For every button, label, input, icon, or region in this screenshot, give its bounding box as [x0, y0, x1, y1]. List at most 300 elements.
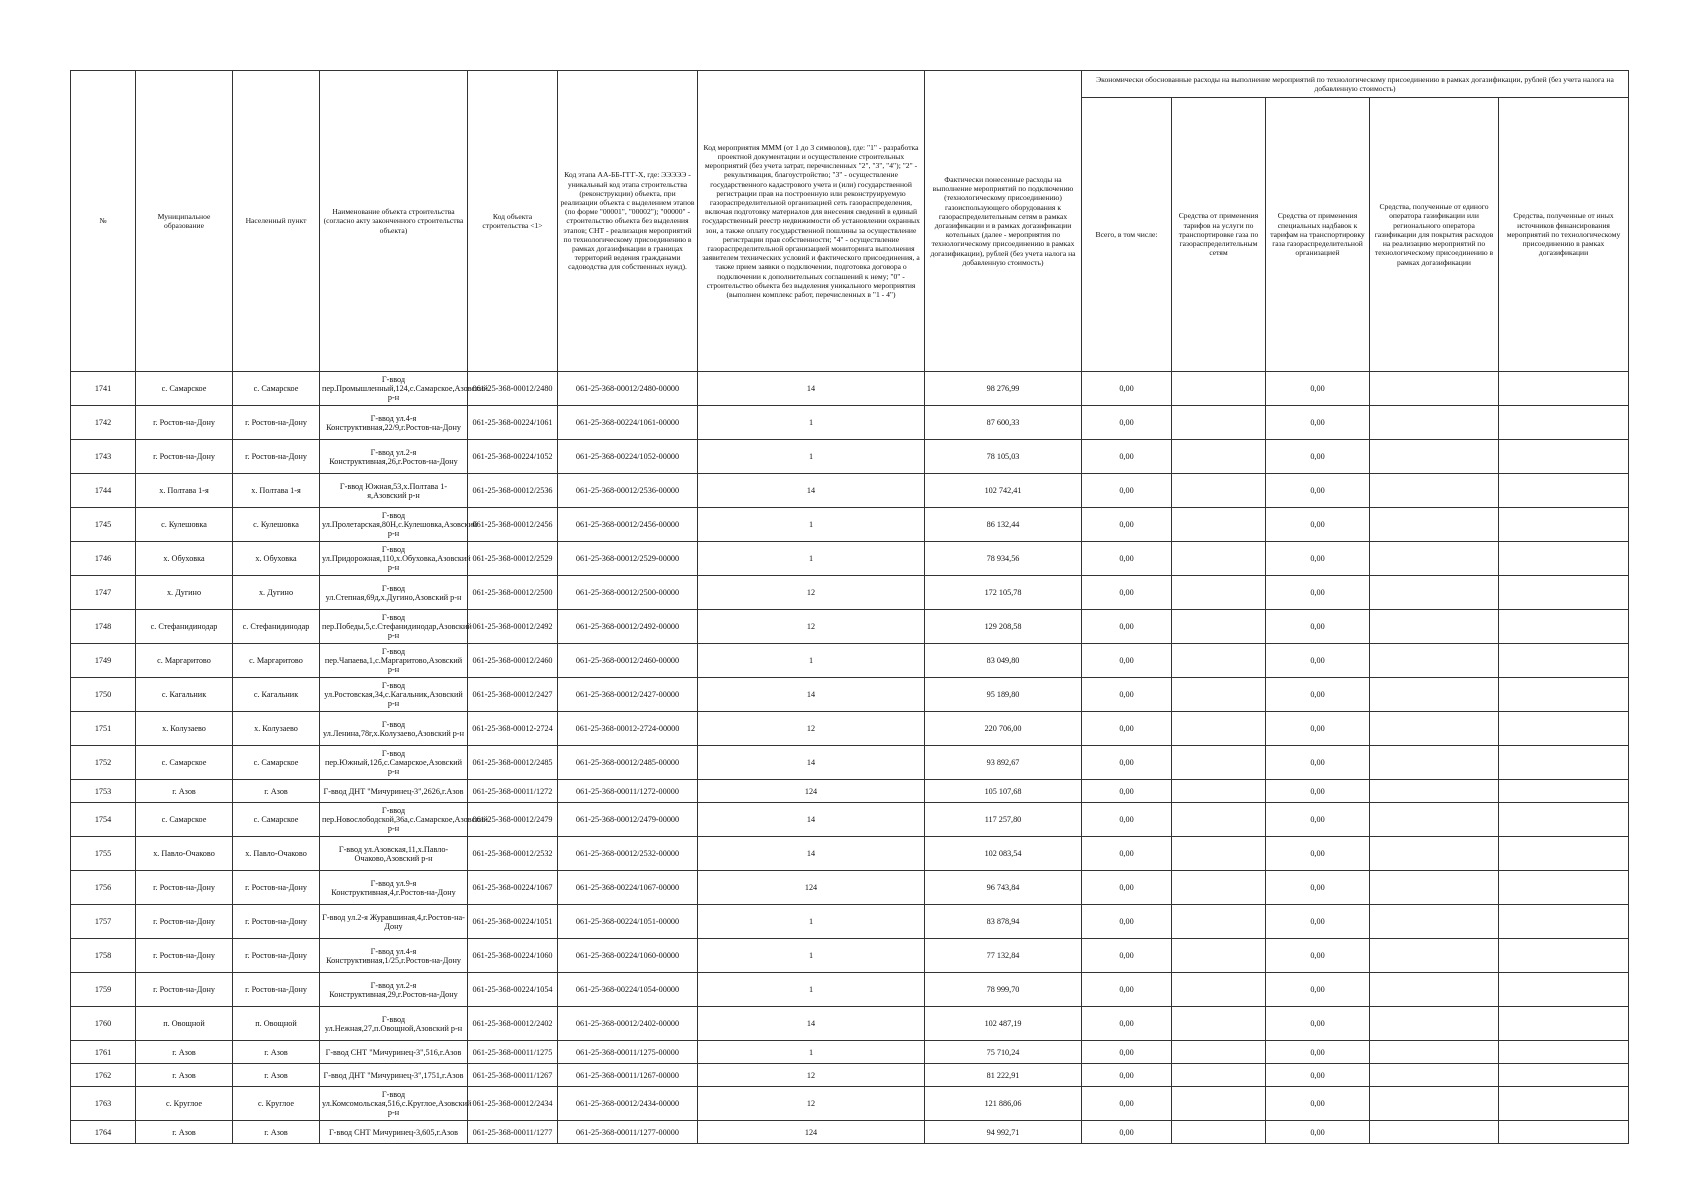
table-row: [71, 1007, 1629, 1041]
surcharge-funds-cell: 0,00: [1266, 406, 1370, 440]
operator-funds-cell: [1370, 1041, 1499, 1064]
tariff-funds-cell: [1172, 576, 1266, 610]
stage-code-cell: 061-25-368-00224/1052-00000: [558, 440, 698, 474]
event-code-cell: 1: [698, 644, 925, 678]
surcharge-funds-cell: 0,00: [1266, 905, 1370, 939]
header-municipality: Муниципальное образование: [136, 71, 233, 372]
row-num: 1757: [71, 905, 136, 939]
object-name-cell: Г-ввод пер.Победы,5,с.Стефанидинодар,Азовский р-н: [320, 610, 468, 644]
stage-code-cell: 061-25-368-00224/1060-00000: [558, 939, 698, 973]
row-num: 1758: [71, 939, 136, 973]
operator-funds-cell: [1370, 644, 1499, 678]
event-code-cell: 124: [698, 780, 925, 803]
row-num: 1754: [71, 803, 136, 837]
municipality-cell: х. Колузаево: [136, 712, 233, 746]
total-cell: 0,00: [1082, 803, 1172, 837]
surcharge-funds-cell: 0,00: [1266, 474, 1370, 508]
object-code-cell: 061-25-368-00012/2529: [468, 542, 558, 576]
row-num: 1751: [71, 712, 136, 746]
table-row: [71, 406, 1629, 440]
other-funds-cell: [1499, 1041, 1629, 1064]
header-operator-funds: Средства, полученные от единого оператора газификации или регионального оператора газификации для покрытия расходов на реализацию мероприятий по технологическому присоединению в рамках догазификации: [1370, 98, 1499, 372]
object-code-cell: 061-25-368-00012/2532: [468, 837, 558, 871]
actual-expenses-cell: 86 132,44: [925, 508, 1082, 542]
row-num: 1746: [71, 542, 136, 576]
operator-funds-cell: [1370, 406, 1499, 440]
total-cell: 0,00: [1082, 973, 1172, 1007]
event-code-cell: 12: [698, 1064, 925, 1087]
actual-expenses-cell: 129 208,58: [925, 610, 1082, 644]
other-funds-cell: [1499, 542, 1629, 576]
operator-funds-cell: [1370, 678, 1499, 712]
surcharge-funds-cell: 0,00: [1266, 1087, 1370, 1121]
table-row: [71, 780, 1629, 803]
municipality-cell: х. Дугино: [136, 576, 233, 610]
object-name-cell: Г-ввод ул.4-я Конструктивная,22/9,г.Ростов-на-Дону: [320, 406, 468, 440]
row-num: 1763: [71, 1087, 136, 1121]
object-name-cell: Г-ввод ул.Ленина,78г,х.Колузаево,Азовский р-н: [320, 712, 468, 746]
total-cell: 0,00: [1082, 871, 1172, 905]
settlement-cell: г. Ростов-на-Дону: [233, 973, 320, 1007]
surcharge-funds-cell: 0,00: [1266, 1121, 1370, 1144]
operator-funds-cell: [1370, 1121, 1499, 1144]
tariff-funds-cell: [1172, 973, 1266, 1007]
event-code-cell: 124: [698, 1121, 925, 1144]
surcharge-funds-cell: 0,00: [1266, 780, 1370, 803]
stage-code-cell: 061-25-368-00012/2460-00000: [558, 644, 698, 678]
event-code-cell: 14: [698, 746, 925, 780]
event-code-cell: 1: [698, 973, 925, 1007]
other-funds-cell: [1499, 610, 1629, 644]
surcharge-funds-cell: 0,00: [1266, 576, 1370, 610]
row-num: 1748: [71, 610, 136, 644]
object-name-cell: Г-ввод ул.2-я Конструктивная,29,г.Ростов-на-Дону: [320, 973, 468, 1007]
other-funds-cell: [1499, 576, 1629, 610]
tariff-funds-cell: [1172, 1121, 1266, 1144]
row-num: 1764: [71, 1121, 136, 1144]
municipality-cell: г. Ростов-на-Дону: [136, 871, 233, 905]
municipality-cell: г. Ростов-на-Дону: [136, 939, 233, 973]
municipality-cell: с. Самарское: [136, 746, 233, 780]
municipality-cell: г. Ростов-на-Дону: [136, 440, 233, 474]
object-code-cell: 061-25-368-00224/1054: [468, 973, 558, 1007]
object-name-cell: Г-ввод ул.Нежная,27,п.Овощной,Азовский р-н: [320, 1007, 468, 1041]
table-row: [71, 803, 1629, 837]
surcharge-funds-cell: 0,00: [1266, 542, 1370, 576]
stage-code-cell: 061-25-368-00012/2480-00000: [558, 372, 698, 406]
object-name-cell: Г-ввод ул.Азовская,11,х.Павло-Очаково,Азовский р-н: [320, 837, 468, 871]
tariff-funds-cell: [1172, 746, 1266, 780]
settlement-cell: с. Круглое: [233, 1087, 320, 1121]
surcharge-funds-cell: 0,00: [1266, 440, 1370, 474]
municipality-cell: х. Павло-Очаково: [136, 837, 233, 871]
other-funds-cell: [1499, 1121, 1629, 1144]
municipality-cell: х. Полтава 1-я: [136, 474, 233, 508]
actual-expenses-cell: 87 600,33: [925, 406, 1082, 440]
row-num: 1741: [71, 372, 136, 406]
operator-funds-cell: [1370, 905, 1499, 939]
tariff-funds-cell: [1172, 1087, 1266, 1121]
settlement-cell: г. Азов: [233, 1041, 320, 1064]
total-cell: 0,00: [1082, 372, 1172, 406]
municipality-cell: г. Азов: [136, 780, 233, 803]
settlement-cell: г. Азов: [233, 1121, 320, 1144]
event-code-cell: 12: [698, 1087, 925, 1121]
operator-funds-cell: [1370, 1064, 1499, 1087]
total-cell: 0,00: [1082, 1007, 1172, 1041]
table-row: [71, 678, 1629, 712]
other-funds-cell: [1499, 871, 1629, 905]
surcharge-funds-cell: 0,00: [1266, 1007, 1370, 1041]
stage-code-cell: 061-25-368-00012/2479-00000: [558, 803, 698, 837]
stage-code-cell: 061-25-368-00012/2427-00000: [558, 678, 698, 712]
row-num: 1760: [71, 1007, 136, 1041]
total-cell: 0,00: [1082, 508, 1172, 542]
header-event-code: Код мероприятия МММ (от 1 до 3 символов), где: "1" - разработка проектной документации и осуществление строительных мероприятий (без учета затрат, перечисленных "2", "3", "4"); "2" - рекультивация, благоустройство; "3" - осуществление государственного кадастрового учета и (или) государственной регистрации прав на построенную или реконструируемую газораспределительной организацией сеть газораспределения, включая подготовку материалов для внесения сведений в единый государственный реестр недвижимости об установлении охранных зон, а также оплату государственной пошлины за осуществление регистрации прав собственности; "4" - осуществление газораспределительной организацией мониторинга выполнения заявителем технических условий и фактического присоединения, а также прием заявки о подключении, подготовка договора о подключении к дополнительных соглашений к нему; "0" - строительство объекта без выделения уникального мероприятия (выполнен комплекс работ, перечисленных в "1 - 4"): [698, 71, 925, 372]
event-code-cell: 12: [698, 712, 925, 746]
object-code-cell: 061-25-368-00011/1267: [468, 1064, 558, 1087]
object-name-cell: Г-ввод ул.Степная,69д,х.Дугино,Азовский р-н: [320, 576, 468, 610]
row-num: 1762: [71, 1064, 136, 1087]
table-row: [71, 610, 1629, 644]
table-row: [71, 939, 1629, 973]
event-code-cell: 14: [698, 803, 925, 837]
surcharge-funds-cell: 0,00: [1266, 871, 1370, 905]
total-cell: 0,00: [1082, 678, 1172, 712]
object-code-cell: 061-25-368-00012/2485: [468, 746, 558, 780]
operator-funds-cell: [1370, 474, 1499, 508]
header-stage-code: Код этапа АА-ББ-ГГГ-Х, где: ЭЭЭЭЭ - уникальный код этапа строительства (реконструкции) объекта, при реализации объекта с выделением этапов (по форме "00001", "00002"); "00000" - строительство объекта без выделения этапов; СНТ - реализация мероприятий по технологическому присоединению в рамках догазификации в границах территорий ведения гражданами садоводства для собственных нужд).: [558, 71, 698, 372]
tariff-funds-cell: [1172, 610, 1266, 644]
tariff-funds-cell: [1172, 440, 1266, 474]
settlement-cell: х. Колузаево: [233, 712, 320, 746]
municipality-cell: г. Азов: [136, 1064, 233, 1087]
settlement-cell: г. Ростов-на-Дону: [233, 905, 320, 939]
object-code-cell: 061-25-368-00011/1277: [468, 1121, 558, 1144]
object-name-cell: Г-ввод ДНТ "Мичуринец-3",1751,г.Азов: [320, 1064, 468, 1087]
total-cell: 0,00: [1082, 905, 1172, 939]
object-code-cell: 061-25-368-00012/2427: [468, 678, 558, 712]
table-row: [71, 712, 1629, 746]
tariff-funds-cell: [1172, 1064, 1266, 1087]
operator-funds-cell: [1370, 746, 1499, 780]
total-cell: 0,00: [1082, 780, 1172, 803]
settlement-cell: х. Дугино: [233, 576, 320, 610]
event-code-cell: 12: [698, 610, 925, 644]
stage-code-cell: 061-25-368-00012/2456-00000: [558, 508, 698, 542]
municipality-cell: с. Кулешовка: [136, 508, 233, 542]
settlement-cell: с. Стефанидинодар: [233, 610, 320, 644]
object-name-cell: Г-ввод Южная,53,х.Полтава 1-я,Азовский р-н: [320, 474, 468, 508]
municipality-cell: г. Азов: [136, 1041, 233, 1064]
object-code-cell: 061-25-368-00012/2480: [468, 372, 558, 406]
event-code-cell: 14: [698, 474, 925, 508]
operator-funds-cell: [1370, 440, 1499, 474]
object-code-cell: 061-25-368-00224/1052: [468, 440, 558, 474]
total-cell: 0,00: [1082, 440, 1172, 474]
stage-code-cell: 061-25-368-00012/2529-00000: [558, 542, 698, 576]
table-row: [71, 542, 1629, 576]
tariff-funds-cell: [1172, 372, 1266, 406]
settlement-cell: г. Ростов-на-Дону: [233, 871, 320, 905]
actual-expenses-cell: 83 878,94: [925, 905, 1082, 939]
operator-funds-cell: [1370, 780, 1499, 803]
other-funds-cell: [1499, 406, 1629, 440]
municipality-cell: п. Овощной: [136, 1007, 233, 1041]
row-num: 1747: [71, 576, 136, 610]
surcharge-funds-cell: 0,00: [1266, 372, 1370, 406]
other-funds-cell: [1499, 1087, 1629, 1121]
event-code-cell: 124: [698, 871, 925, 905]
actual-expenses-cell: 78 999,70: [925, 973, 1082, 1007]
operator-funds-cell: [1370, 1007, 1499, 1041]
table-row: [71, 905, 1629, 939]
object-name-cell: Г-ввод ул.2-я Журавшиная,4,г.Ростов-на-Дону: [320, 905, 468, 939]
object-name-cell: Г-ввод ул.4-я Конструктивная,1/25,г.Ростов-на-Дону: [320, 939, 468, 973]
row-num: 1752: [71, 746, 136, 780]
operator-funds-cell: [1370, 973, 1499, 1007]
actual-expenses-cell: 78 105,03: [925, 440, 1082, 474]
surcharge-funds-cell: 0,00: [1266, 610, 1370, 644]
surcharge-funds-cell: 0,00: [1266, 837, 1370, 871]
object-code-cell: 061-25-368-00012/2434: [468, 1087, 558, 1121]
total-cell: 0,00: [1082, 712, 1172, 746]
municipality-cell: с. Кагальник: [136, 678, 233, 712]
settlement-cell: г. Ростов-на-Дону: [233, 440, 320, 474]
object-name-cell: Г-ввод ул.Пролетарская,80Н,с.Кулешовка,Азовский р-н: [320, 508, 468, 542]
tariff-funds-cell: [1172, 905, 1266, 939]
surcharge-funds-cell: 0,00: [1266, 1064, 1370, 1087]
settlement-cell: х. Павло-Очаково: [233, 837, 320, 871]
other-funds-cell: [1499, 905, 1629, 939]
operator-funds-cell: [1370, 576, 1499, 610]
other-funds-cell: [1499, 678, 1629, 712]
table-row: [71, 508, 1629, 542]
object-code-cell: 061-25-368-00012/2492: [468, 610, 558, 644]
actual-expenses-cell: 102 083,54: [925, 837, 1082, 871]
operator-funds-cell: [1370, 712, 1499, 746]
total-cell: 0,00: [1082, 1121, 1172, 1144]
table-row: [71, 372, 1629, 406]
operator-funds-cell: [1370, 871, 1499, 905]
municipality-cell: с. Самарское: [136, 803, 233, 837]
event-code-cell: 1: [698, 440, 925, 474]
total-cell: 0,00: [1082, 1041, 1172, 1064]
object-code-cell: 061-25-368-00012/2460: [468, 644, 558, 678]
other-funds-cell: [1499, 780, 1629, 803]
other-funds-cell: [1499, 973, 1629, 1007]
stage-code-cell: 061-25-368-00012/2485-00000: [558, 746, 698, 780]
tariff-funds-cell: [1172, 542, 1266, 576]
table-body: [71, 372, 1629, 1144]
municipality-cell: г. Азов: [136, 1121, 233, 1144]
surcharge-funds-cell: 0,00: [1266, 508, 1370, 542]
tariff-funds-cell: [1172, 837, 1266, 871]
settlement-cell: г. Азов: [233, 780, 320, 803]
table-row: [71, 1087, 1629, 1121]
row-num: 1761: [71, 1041, 136, 1064]
settlement-cell: г. Азов: [233, 1064, 320, 1087]
tariff-funds-cell: [1172, 474, 1266, 508]
settlement-cell: с. Самарское: [233, 372, 320, 406]
header-group-title: Экономически обоснованные расходы на выполнение мероприятий по технологическому присоединению в рамках догазификации, рублей (без учета налога на добавленную стоимость): [1082, 71, 1629, 98]
table-row: [71, 1121, 1629, 1144]
header-tariff-funds: Средства от применения тарифов на услуги по транспортировке газа по газораспределительным сетям: [1172, 98, 1266, 372]
operator-funds-cell: [1370, 837, 1499, 871]
tariff-funds-cell: [1172, 1007, 1266, 1041]
actual-expenses-cell: 172 105,78: [925, 576, 1082, 610]
object-code-cell: 061-25-368-00011/1272: [468, 780, 558, 803]
object-code-cell: 061-25-368-00012/2479: [468, 803, 558, 837]
object-name-cell: Г-ввод ул.Ростовская,34,с.Кагальник,Азовский р-н: [320, 678, 468, 712]
actual-expenses-cell: 83 049,80: [925, 644, 1082, 678]
settlement-cell: с. Самарское: [233, 803, 320, 837]
event-code-cell: 1: [698, 939, 925, 973]
municipality-cell: с. Самарское: [136, 372, 233, 406]
actual-expenses-cell: 81 222,91: [925, 1064, 1082, 1087]
stage-code-cell: 061-25-368-00011/1277-00000: [558, 1121, 698, 1144]
settlement-cell: х. Полтава 1-я: [233, 474, 320, 508]
event-code-cell: 14: [698, 678, 925, 712]
operator-funds-cell: [1370, 1087, 1499, 1121]
actual-expenses-cell: 75 710,24: [925, 1041, 1082, 1064]
header-surcharge-funds: Средства от применения специальных надбавок к тарифам на транспортировку газа газораспределительной организацией: [1266, 98, 1370, 372]
row-num: 1750: [71, 678, 136, 712]
object-name-cell: Г-ввод ул.Комсомольская,516,с.Круглое,Азовский р-н: [320, 1087, 468, 1121]
surcharge-funds-cell: 0,00: [1266, 1041, 1370, 1064]
other-funds-cell: [1499, 712, 1629, 746]
table-row: [71, 746, 1629, 780]
stage-code-cell: 061-25-368-00012/2434-00000: [558, 1087, 698, 1121]
other-funds-cell: [1499, 803, 1629, 837]
actual-expenses-cell: 98 276,99: [925, 372, 1082, 406]
actual-expenses-cell: 117 257,80: [925, 803, 1082, 837]
object-name-cell: Г-ввод ДНТ "Мичуринец-3",2626,г.Азов: [320, 780, 468, 803]
row-num: 1742: [71, 406, 136, 440]
actual-expenses-cell: 94 992,71: [925, 1121, 1082, 1144]
row-num: 1749: [71, 644, 136, 678]
object-name-cell: Г-ввод пер.Новослободской,36а,с.Самарское,Азовский р-н: [320, 803, 468, 837]
tariff-funds-cell: [1172, 712, 1266, 746]
stage-code-cell: 061-25-368-00011/1272-00000: [558, 780, 698, 803]
total-cell: 0,00: [1082, 837, 1172, 871]
surcharge-funds-cell: 0,00: [1266, 939, 1370, 973]
settlement-cell: г. Ростов-на-Дону: [233, 939, 320, 973]
table-row: [71, 644, 1629, 678]
event-code-cell: 14: [698, 837, 925, 871]
settlement-cell: х. Обуховка: [233, 542, 320, 576]
stage-code-cell: 061-25-368-00012/2536-00000: [558, 474, 698, 508]
operator-funds-cell: [1370, 508, 1499, 542]
operator-funds-cell: [1370, 372, 1499, 406]
row-num: 1755: [71, 837, 136, 871]
other-funds-cell: [1499, 508, 1629, 542]
row-num: 1759: [71, 973, 136, 1007]
stage-code-cell: 061-25-368-00012/2492-00000: [558, 610, 698, 644]
operator-funds-cell: [1370, 939, 1499, 973]
municipality-cell: х. Обуховка: [136, 542, 233, 576]
settlement-cell: с. Самарское: [233, 746, 320, 780]
actual-expenses-cell: 121 886,06: [925, 1087, 1082, 1121]
event-code-cell: 14: [698, 1007, 925, 1041]
actual-expenses-cell: 105 107,68: [925, 780, 1082, 803]
actual-expenses-cell: 78 934,56: [925, 542, 1082, 576]
operator-funds-cell: [1370, 803, 1499, 837]
header-object-code: Код объекта строительства <1>: [468, 71, 558, 372]
tariff-funds-cell: [1172, 939, 1266, 973]
settlement-cell: г. Ростов-на-Дону: [233, 406, 320, 440]
tariff-funds-cell: [1172, 780, 1266, 803]
actual-expenses-cell: 96 743,84: [925, 871, 1082, 905]
total-cell: 0,00: [1082, 1064, 1172, 1087]
stage-code-cell: 061-25-368-00224/1067-00000: [558, 871, 698, 905]
surcharge-funds-cell: 0,00: [1266, 644, 1370, 678]
object-code-cell: 061-25-368-00011/1275: [468, 1041, 558, 1064]
tariff-funds-cell: [1172, 508, 1266, 542]
event-code-cell: 1: [698, 905, 925, 939]
event-code-cell: 1: [698, 508, 925, 542]
object-code-cell: 061-25-368-00224/1067: [468, 871, 558, 905]
object-name-cell: Г-ввод ул.2-я Конструктивная,26,г.Ростов-на-Дону: [320, 440, 468, 474]
object-code-cell: 061-25-368-00224/1061: [468, 406, 558, 440]
row-num: 1756: [71, 871, 136, 905]
surcharge-funds-cell: 0,00: [1266, 973, 1370, 1007]
actual-expenses-cell: 93 892,67: [925, 746, 1082, 780]
municipality-cell: г. Ростов-на-Дону: [136, 905, 233, 939]
tariff-funds-cell: [1172, 406, 1266, 440]
other-funds-cell: [1499, 837, 1629, 871]
table-row: [71, 474, 1629, 508]
stage-code-cell: 061-25-368-00012/2500-00000: [558, 576, 698, 610]
object-code-cell: 061-25-368-00012/2536: [468, 474, 558, 508]
object-name-cell: Г-ввод СНТ "Мичуринец-3",516,г.Азов: [320, 1041, 468, 1064]
table-row: [71, 871, 1629, 905]
table-row: [71, 576, 1629, 610]
header-other-funds: Средства, полученные от иных источников финансирования мероприятий по технологическому присоединению в рамках догазификации: [1499, 98, 1629, 372]
event-code-cell: 1: [698, 542, 925, 576]
actual-expenses-cell: 95 189,80: [925, 678, 1082, 712]
surcharge-funds-cell: 0,00: [1266, 746, 1370, 780]
total-cell: 0,00: [1082, 1087, 1172, 1121]
object-name-cell: Г-ввод ул.Придорожная,110,х.Обуховка,Азовский р-н: [320, 542, 468, 576]
stage-code-cell: 061-25-368-00224/1051-00000: [558, 905, 698, 939]
expenses-table: [70, 70, 1629, 1144]
stage-code-cell: 061-25-368-00224/1061-00000: [558, 406, 698, 440]
object-code-cell: 061-25-368-00012/2500: [468, 576, 558, 610]
header-settlement: Населенный пункт: [233, 71, 320, 372]
header-object-name: Наименование объекта строительства (согласно акту законченного строительства объекта): [320, 71, 468, 372]
total-cell: 0,00: [1082, 576, 1172, 610]
tariff-funds-cell: [1172, 678, 1266, 712]
stage-code-cell: 061-25-368-00012/2402-00000: [558, 1007, 698, 1041]
object-code-cell: 061-25-368-00224/1051: [468, 905, 558, 939]
header-num: №: [71, 71, 136, 372]
total-cell: 0,00: [1082, 474, 1172, 508]
header-total: Всего, в том числе:: [1082, 98, 1172, 372]
tariff-funds-cell: [1172, 1041, 1266, 1064]
total-cell: 0,00: [1082, 610, 1172, 644]
total-cell: 0,00: [1082, 542, 1172, 576]
other-funds-cell: [1499, 644, 1629, 678]
stage-code-cell: 061-25-368-00011/1267-00000: [558, 1064, 698, 1087]
object-code-cell: 061-25-368-00012-2724: [468, 712, 558, 746]
other-funds-cell: [1499, 939, 1629, 973]
table-row: [71, 837, 1629, 871]
row-num: 1753: [71, 780, 136, 803]
row-num: 1743: [71, 440, 136, 474]
row-num: 1744: [71, 474, 136, 508]
municipality-cell: г. Ростов-на-Дону: [136, 406, 233, 440]
